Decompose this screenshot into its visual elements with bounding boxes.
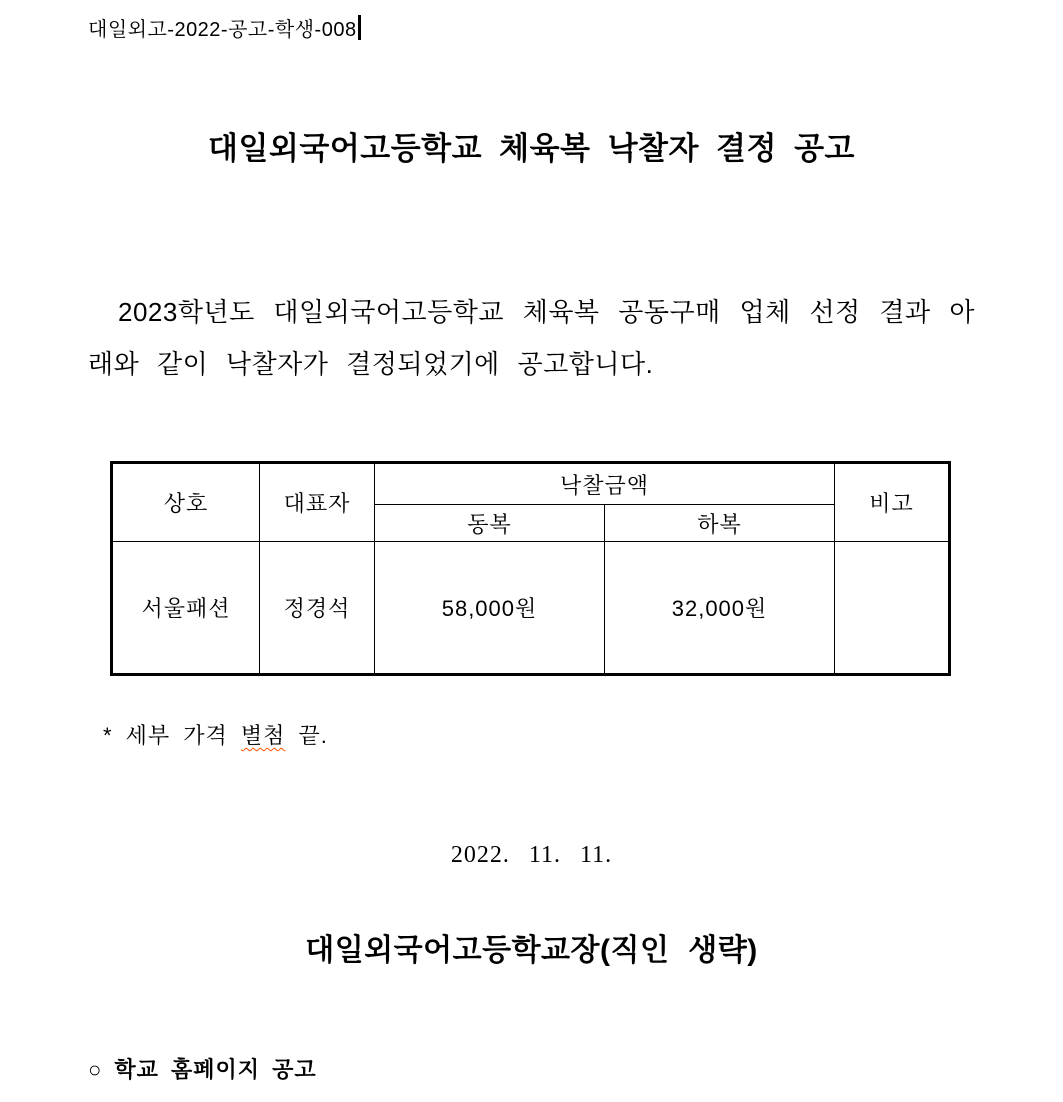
header-summer-uniform[interactable]: 하복 xyxy=(605,505,835,542)
body-line-2[interactable]: 래와 같이 낙찰자가 결정되었기에 공고합니다. xyxy=(88,349,654,379)
header-winter-uniform[interactable]: 동복 xyxy=(375,505,605,542)
note-suffix: 끝. xyxy=(285,723,328,748)
ref-number-text: 대일외고-2022-공고-학생-008 xyxy=(88,19,357,41)
spellcheck-flagged-word[interactable]: 별첨 xyxy=(240,723,286,748)
announcement-date[interactable]: 2022. 11. 11. xyxy=(450,842,613,868)
body-paragraph[interactable] xyxy=(88,286,975,390)
cell-remarks[interactable] xyxy=(835,542,950,675)
posting-location-note[interactable]: ○ 학교 홈페이지 공고 xyxy=(88,1057,317,1082)
header-bid-amount[interactable]: 낙찰금액 xyxy=(375,463,835,505)
bid-result-table[interactable] xyxy=(110,461,951,676)
document-ref-number[interactable] xyxy=(88,13,361,42)
cell-representative[interactable]: 정경석 xyxy=(260,542,375,675)
signature-line[interactable]: 대일외국어고등학교장(직인 생략) xyxy=(305,934,758,967)
header-remarks[interactable]: 비고 xyxy=(835,463,950,542)
body-line-1[interactable]: 2023학년도 대일외국어고등학교 체육복 공동구매 업체 선정 결과 아 xyxy=(118,297,975,327)
cell-company[interactable]: 서울패션 xyxy=(112,542,260,675)
header-company[interactable]: 상호 xyxy=(112,463,260,542)
note-prefix: * 세부 가격 xyxy=(103,723,241,748)
attachment-note[interactable] xyxy=(103,719,328,750)
text-cursor xyxy=(358,15,361,40)
cell-winter-price[interactable]: 58,000원 xyxy=(375,542,605,675)
page-title[interactable]: 대일외국어고등학교 체육복 낙찰자 결정 공고 xyxy=(208,131,855,166)
table-row xyxy=(112,542,950,675)
cell-summer-price[interactable]: 32,000원 xyxy=(605,542,835,675)
header-representative[interactable]: 대표자 xyxy=(260,463,375,542)
